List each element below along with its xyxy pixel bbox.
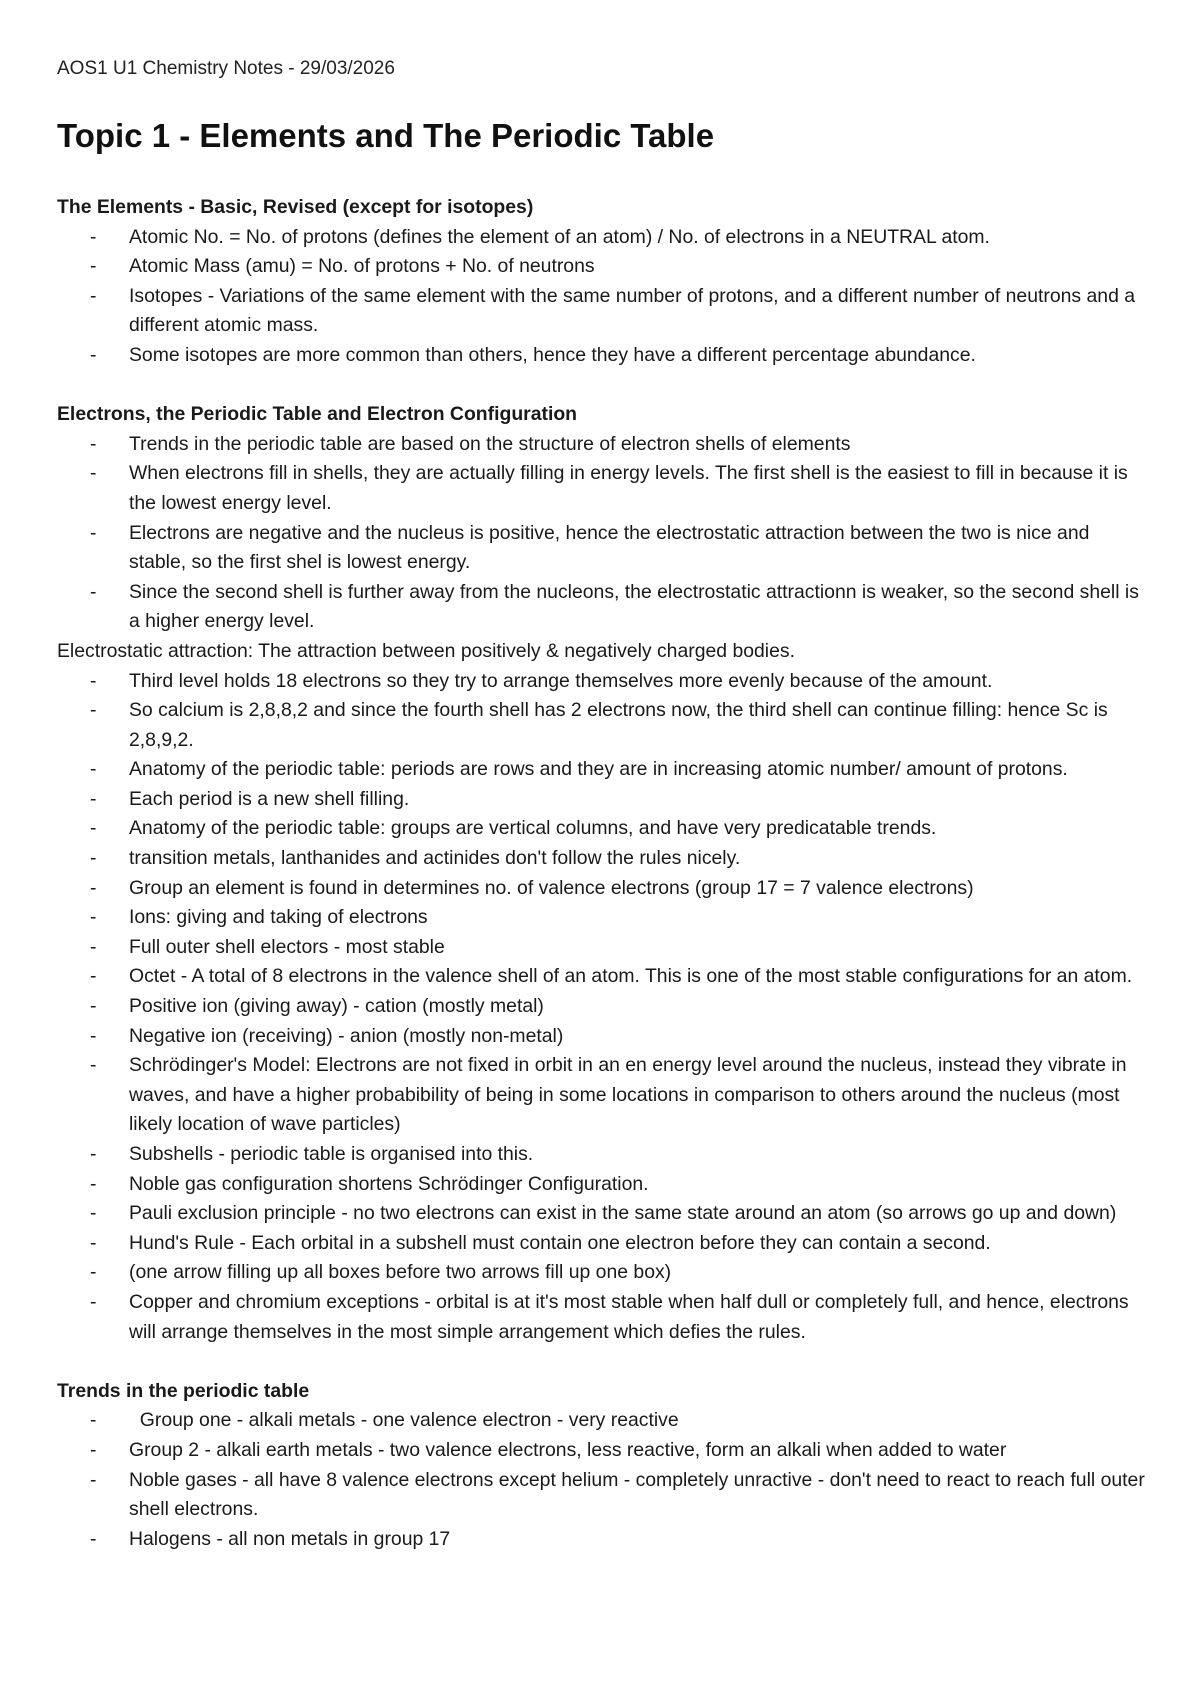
bullet-marker: - bbox=[90, 1202, 97, 1225]
list-item: - Trends in the periodic table are based on the structure of electron shells of elements bbox=[57, 430, 1147, 460]
list-item: - Electrons are negative and the nucleus is positive, hence the electrostatic attraction between the two is nice and stable, so the first shel is lowest energy. bbox=[57, 519, 1147, 578]
list-item: - Full outer shell electors - most stable bbox=[57, 933, 1147, 963]
bullet-marker: - bbox=[90, 817, 97, 840]
bullet-marker: - bbox=[90, 284, 97, 307]
list-item: - Each period is a new shell filling. bbox=[57, 785, 1147, 815]
list-item: - Group one - alkali metals - one valence electron - very reactive bbox=[57, 1406, 1147, 1436]
bullet-marker: - bbox=[90, 1261, 97, 1284]
list-item: - Anatomy of the periodic table: groups are vertical columns, and have very predicatable trends. bbox=[57, 814, 1147, 844]
list-item: - Group 2 - alkali earth metals - two valence electrons, less reactive, form an alkali when added to water bbox=[57, 1436, 1147, 1466]
document-header: AOS1 U1 Chemistry Notes - 29/03/2026 bbox=[57, 58, 395, 79]
spacer bbox=[57, 1347, 1147, 1377]
list-item: - Atomic Mass (amu) = No. of protons + No. of neutrons bbox=[57, 252, 1147, 282]
list-item: - Third level holds 18 electrons so they try to arrange themselves more evenly because of the amount. bbox=[57, 667, 1147, 697]
bullet-marker: - bbox=[90, 1143, 97, 1165]
bullet-marker: - bbox=[90, 965, 97, 988]
section-heading-electrons: Electrons, the Periodic Table and Electron Configuration bbox=[57, 403, 578, 426]
bullet-marker: - bbox=[90, 669, 97, 692]
spacer bbox=[57, 371, 1147, 401]
list-item: - So calcium is 2,8,8,2 and since the fourth shell has 2 electrons now, the third shell can continue filling: hence Sc is 2,8,9,2. bbox=[57, 696, 1147, 755]
bullet-marker: - bbox=[90, 1527, 97, 1550]
section-heading-elements: The Elements - Basic, Revised (except for isotopes) bbox=[57, 196, 534, 218]
bullet-marker: - bbox=[90, 847, 97, 870]
bullet-marker: - bbox=[90, 758, 97, 781]
list-item: - When electrons fill in shells, they are actually filling in energy levels. The first shell is the easiest to fill in because it is the lowest energy level. bbox=[57, 459, 1147, 518]
list-item: - Anatomy of the periodic table: periods are rows and they are in increasing atomic number/ amount of protons. bbox=[57, 755, 1147, 785]
bullet-marker: - bbox=[90, 995, 97, 1018]
bullet-list-electrons-b bbox=[57, 667, 1147, 1348]
bullet-marker: - bbox=[90, 1290, 97, 1313]
section-heading-trends: Trends in the periodic table bbox=[57, 1379, 310, 1402]
bullet-marker: - bbox=[90, 521, 97, 544]
list-item: - Noble gas configuration shortens Schrödinger Configuration. bbox=[57, 1170, 1147, 1200]
list-item: - Pauli exclusion principle - no two electrons can exist in the same state around an atom (so arrows go up and down) bbox=[57, 1199, 1147, 1229]
page-title: Topic 1 - Elements and The Periodic Table bbox=[57, 117, 715, 154]
list-item: - Noble gases - all have 8 valence electrons except helium - completely unractive - don't need to react to reach full outer shell electrons. bbox=[57, 1466, 1147, 1525]
list-item: - Group an element is found in determines no. of valence electrons (group 17 = 7 valence electrons) bbox=[57, 874, 1147, 904]
list-item: - Hund's Rule - Each orbital in a subshell must contain one electron before they can contain a second. bbox=[57, 1229, 1147, 1259]
list-item: - transition metals, lanthanides and actinides don't follow the rules nicely. bbox=[57, 844, 1147, 874]
definition-note: Electrostatic attraction: The attraction between positively & negatively charged bodies. bbox=[57, 639, 795, 662]
list-item: - Subshells - periodic table is organised into this. bbox=[57, 1140, 1147, 1170]
bullet-marker: - bbox=[90, 580, 97, 603]
bullet-marker: - bbox=[90, 1409, 97, 1432]
document-body bbox=[57, 193, 1147, 1554]
bullet-marker: - bbox=[90, 906, 97, 929]
bullet-marker: - bbox=[90, 1231, 97, 1254]
bullet-marker: - bbox=[90, 1468, 97, 1491]
bullet-marker: - bbox=[90, 935, 97, 958]
bullet-marker: - bbox=[90, 699, 97, 722]
bullet-list-elements bbox=[57, 223, 1147, 371]
list-item: - Schrödinger's Model: Electrons are not fixed in orbit in an en energy level around the nucleus, instead they vibrate in waves, and have a higher probabibility of being in some locations in comparison to others around the nucleus (most likely location of wave particles) bbox=[57, 1051, 1147, 1140]
bullet-list-trends bbox=[57, 1406, 1147, 1554]
bullet-marker: - bbox=[90, 462, 97, 485]
bullet-marker: - bbox=[90, 787, 97, 810]
list-item: - Positive ion (giving away) - cation (mostly metal) bbox=[57, 992, 1147, 1022]
bullet-list-electrons-a bbox=[57, 430, 1147, 637]
bullet-marker: - bbox=[90, 876, 97, 899]
bullet-marker: - bbox=[90, 1438, 97, 1461]
list-item: - (one arrow filling up all boxes before two arrows fill up one box) bbox=[57, 1258, 1147, 1288]
bullet-marker: - bbox=[90, 343, 97, 366]
list-item: - Copper and chromium exceptions - orbital is at it's most stable when half dull or completely full, and hence, electrons will arrange themselves in the most simple arrangement which defies the rules. bbox=[57, 1288, 1147, 1347]
list-item: - Ions: giving and taking of electrons bbox=[57, 903, 1147, 933]
list-item: - Atomic No. = No. of protons (defines the element of an atom) / No. of electrons in a NEUTRAL atom. bbox=[57, 223, 1147, 253]
bullet-marker: - bbox=[90, 255, 97, 278]
list-item: - Negative ion (receiving) - anion (mostly non-metal) bbox=[57, 1022, 1147, 1052]
list-item: - Isotopes - Variations of the same element with the same number of protons, and a different number of neutrons and a different atomic mass. bbox=[57, 282, 1147, 341]
bullet-marker: - bbox=[90, 225, 97, 248]
bullet-marker: - bbox=[90, 1054, 97, 1077]
bullet-marker: - bbox=[90, 432, 97, 455]
list-item: - Octet - A total of 8 electrons in the valence shell of an atom. This is one of the most stable configurations for an atom. bbox=[57, 962, 1147, 992]
list-item: - Since the second shell is further away from the nucleons, the electrostatic attractionn is weaker, so the second shell is a higher energy level. bbox=[57, 578, 1147, 637]
list-item: - Some isotopes are more common than others, hence they have a different percentage abundance. bbox=[57, 341, 1147, 371]
list-item: - Halogens - all non metals in group 17 bbox=[57, 1525, 1147, 1555]
bullet-marker: - bbox=[90, 1172, 97, 1195]
bullet-marker: - bbox=[90, 1024, 97, 1047]
